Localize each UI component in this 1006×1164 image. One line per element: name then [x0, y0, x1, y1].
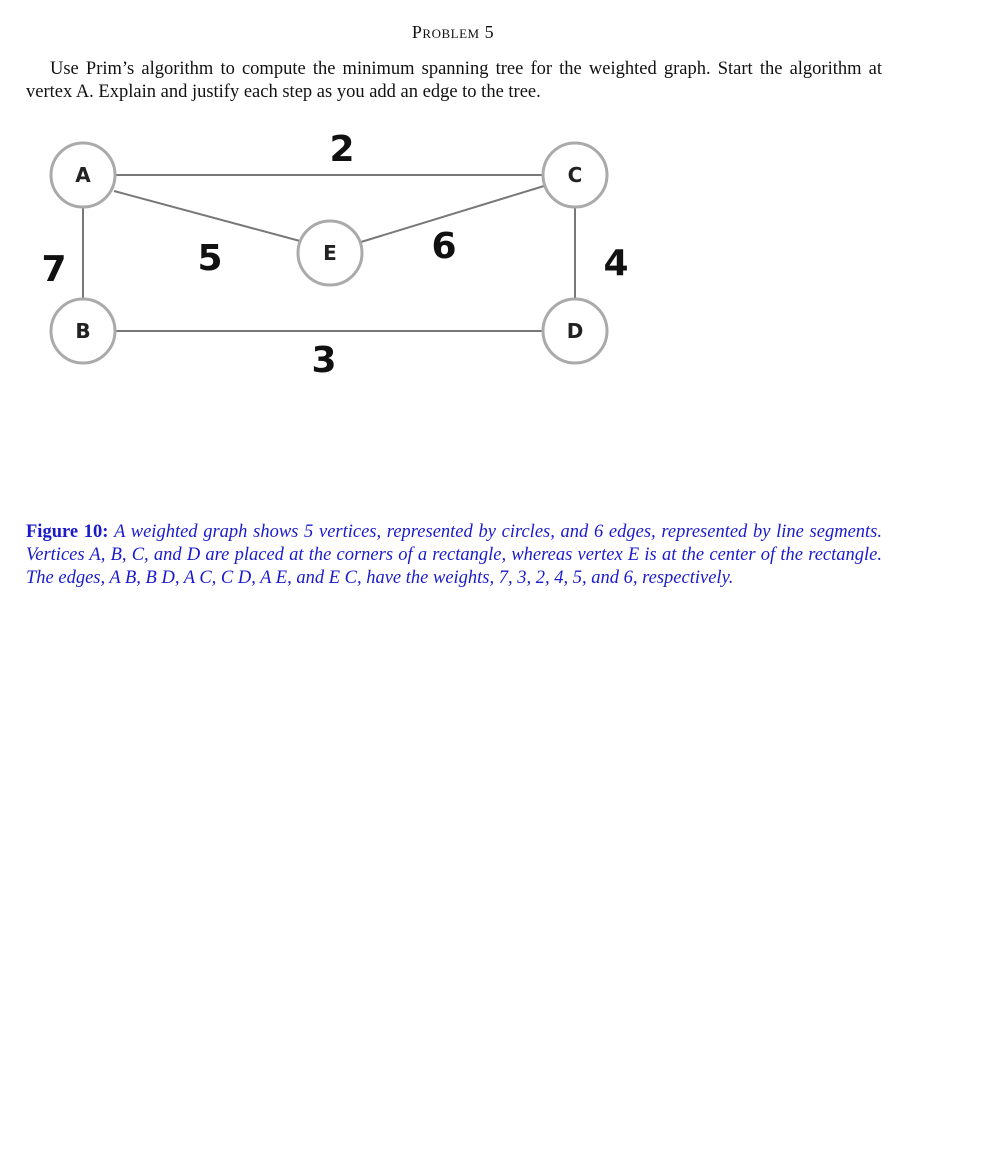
vertex-e: [298, 221, 362, 285]
vertex-e-label: E: [323, 241, 337, 265]
weight-a-c: 2: [329, 129, 355, 170]
weight-a-b: 7: [41, 249, 67, 290]
vertex-c-label: C: [567, 163, 583, 187]
problem-statement: Use Prim’s algorithm to compute the minimum spanning tree for the weighted graph. Start the algorithm at vertex A. Explain and justify each step as you add an edge to the tree.: [26, 59, 882, 102]
edge-a-e: [114, 191, 300, 241]
figure-caption: [26, 521, 882, 590]
figure-caption-text: A weighted graph shows 5 vertices, represented by circles, and 6 edges, represented by line segments. Vertices A, B, C, and D are placed at the corners of a rectangle, whereas vertex E is at the center of the rectangle. The edges, A B, B D, A C, C D, A E, and E C, have the weights, 7, 3, 2, 4, 5, and 6, respectively.: [26, 522, 883, 588]
weight-c-d: 4: [603, 243, 629, 284]
weight-b-d: 3: [311, 340, 337, 381]
vertex-d-label: D: [566, 319, 584, 343]
vertex-c: [543, 143, 607, 207]
vertex-b-label: B: [75, 319, 91, 343]
problem-title: Problem 5: [411, 22, 495, 42]
weight-a-e: 5: [197, 238, 223, 279]
vertex-b: [51, 299, 115, 363]
figure-label: Figure 10:: [26, 522, 109, 542]
vertex-d: [543, 299, 607, 363]
graph-svg: [30, 122, 640, 392]
vertex-a-label: A: [75, 163, 91, 187]
graph-figure: [30, 122, 640, 392]
vertex-a: [51, 143, 115, 207]
weight-e-c: 6: [431, 226, 457, 267]
